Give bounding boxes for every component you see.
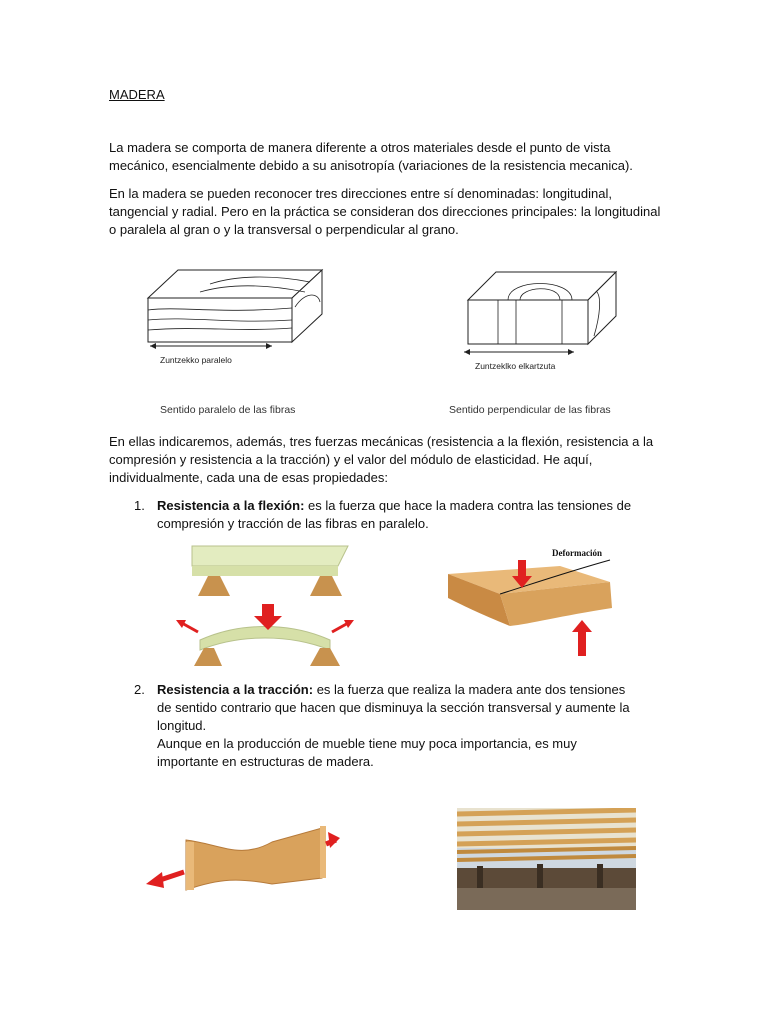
parallel-grain-caption: Sentido paralelo de las fibras [160,404,296,416]
deformation-illustration [440,548,630,660]
list-body [157,497,637,533]
list-body [157,681,637,771]
paragraph-anisotropy: La madera se comporta de manera diferente a otros materiales desde el punto de vista mecánico, esencialmente debido a su anisotropía (variaciones de la resistencia mecanica). [109,140,633,173]
definition: es la fuerza que realiza la madera ante dos tensiones de sentido contrario que hacen que disminuya la sección transversal y aumente la longitud. [157,682,630,733]
page-title: MADERA [109,87,165,102]
bending-beam-illustration [170,538,365,672]
parallel-grain-label: Zuntzekko paralelo [160,355,232,365]
deformation-label: Deformación [552,548,602,558]
paragraph-directions: En la madera se pueden reconocer tres direcciones entre sí denominadas: longitudinal, tangencial y radial. Pero en la práctica se consideran dos direcciones principales: la longitudinal o paralela al gran o y la transversal o perpendicular al grano. [109,186,661,237]
definition-extra: Aunque en la producción de mueble tiene muy poca importancia, es muy importante en estructuras de madera. [157,736,577,769]
paragraph-forces: En ellas indicaremos, además, tres fuerzas mecánicas (resistencia a la flexión, resistencia a la compresión y resistencia a la tracción) y el valor del módulo de elasticidad. He aquí, individualmente, cada una de esas propiedades: [109,434,654,485]
list-number: 2. [134,682,145,697]
perpendicular-grain-label: Zuntzeklko elkartzuta [475,361,556,371]
definition: es la fuerza que hace la madera contra las tensiones de compresión y tracción de las fibras en paralelo. [157,498,632,531]
traction-beam-illustration [140,820,340,900]
term: Resistencia a la flexión: [157,498,305,513]
term: Resistencia a la tracción: [157,682,314,697]
perpendicular-grain-diagram [460,266,630,376]
wood-structure-photo [457,808,636,910]
perpendicular-grain-caption: Sentido perpendicular de las fibras [449,404,611,416]
list-number: 1. [134,498,145,513]
